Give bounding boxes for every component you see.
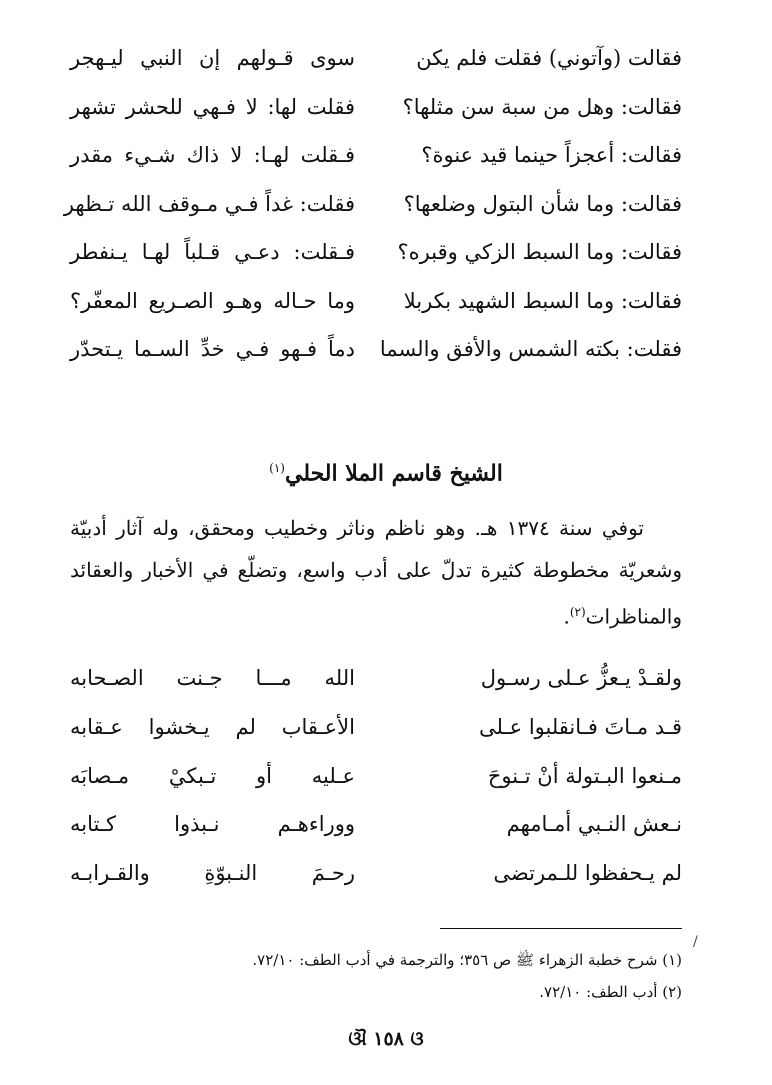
verse [70,329,682,378]
hemistich-left: فـقلت لهـا: لا ذاك شـيء مقدر [70,143,355,167]
verse [70,38,682,87]
hemistich-right: مـنعوا البـتولة أنْ تـنوحَ [487,763,682,788]
footnote-margin-mark: / [693,934,698,950]
biography-footnote-ref: (٢) [569,605,586,619]
verse [63,184,682,233]
hemistich-left: رحـمَ النـبوّةِ والقـرابـه [70,861,355,886]
footnotes [180,944,682,1008]
hemistich-right: قـد مـاتَ فـانقلبوا عـلى [479,714,682,739]
footnote-2: (٢) أدب الطف: ٧٢/١٠. [539,983,682,1001]
page-number-ornament-left: ଔ [348,1028,367,1050]
page-number-ornament-right: ଓ [410,1028,424,1050]
poem-top [63,38,682,378]
hemistich-left: فقلت لها: لا فـهي للحشر تشهر [70,94,355,119]
verse [70,232,682,281]
verse [70,707,682,756]
biography-paragraph [70,507,682,638]
hemistich-left: عـليه أو تـبكيْ مـصابَه [70,763,355,788]
heading-title: الشيخ قاسم الملا الحلي [284,460,503,487]
verse [70,281,682,330]
hemistich-left: فقلت: غداً فـي مـوقف الله تـظهر [63,191,355,216]
verse [70,804,682,853]
section-heading [0,453,772,488]
verse [70,853,682,902]
verse [70,87,682,136]
hemistich-right: فقالت: وما شأن البتول وضلعها؟ [403,191,682,216]
hemistich-left: الله مـــا جـنت الصـحابه [70,666,355,690]
hemistich-right: فقالت: وهل من سبة سن مثلها؟ [402,94,682,119]
poem-bottom [70,658,682,902]
footnote-divider [440,928,682,929]
hemistich-right: فقالت: وما السبط الشهيد بكربلا [403,288,682,313]
hemistich-left: ووراءهـم نـبذوا كـتابه [70,812,355,837]
hemistich-right: لم يـحفظوا للـمرتضى [493,861,682,886]
hemistich-left: وما حـاله وهـو الصـريع المعفّر؟ [70,288,355,313]
hemistich-right: فقالت: أعجزاً حينما قيد عنوة؟ [421,143,682,167]
hemistich-left: الأعـقاب لم يـخشوا عـقابه [70,714,355,739]
hemistich-left: سوى قـولهم إن النبي ليـهجر [70,46,355,70]
page-number-value: ١٥٨ [373,1028,404,1050]
hemistich-right: فقالت: وما السبط الزكي وقبره؟ [397,240,682,264]
hemistich-right: فقلت: بكته الشمس والأفق والسما [379,337,682,361]
hemistich-left: فـقلت: دعـي قـلباً لهـا يـنفطر [70,240,355,264]
page-number [0,1028,772,1050]
biography-end: . [563,604,570,629]
hemistich-right: فقالت (وآتوني) فقلت فلم يكن [416,46,682,70]
hemistich-left: دماً فـهو فـي خدِّ السـما يـتحدّر [70,337,355,361]
verse [70,756,682,805]
verse [70,135,682,184]
footnote-1: (١) شرح خطبة الزهراء ﷺ ص ٣٥٦؛ والترجمة في أدب الطف: ٧٢/١٠. [252,951,682,969]
verse [70,658,682,707]
biography-text: توفي سنة ١٣٧٤ هـ. وهو ناظم وناثر وخطيب ومحقق، وله آثار أدبيّة وشعريّة مخطوطة كثيرة تدلّ على أدب واسع، وتضلّع في الأخبار والعقائد والمناظرات [70,516,682,629]
heading-footnote-ref: (١) [269,461,285,475]
hemistich-right: ولقـدْ يـعزُّ عـلى رسـول [480,666,682,690]
hemistich-right: نـعش النـبي أمـامهم [506,812,682,837]
